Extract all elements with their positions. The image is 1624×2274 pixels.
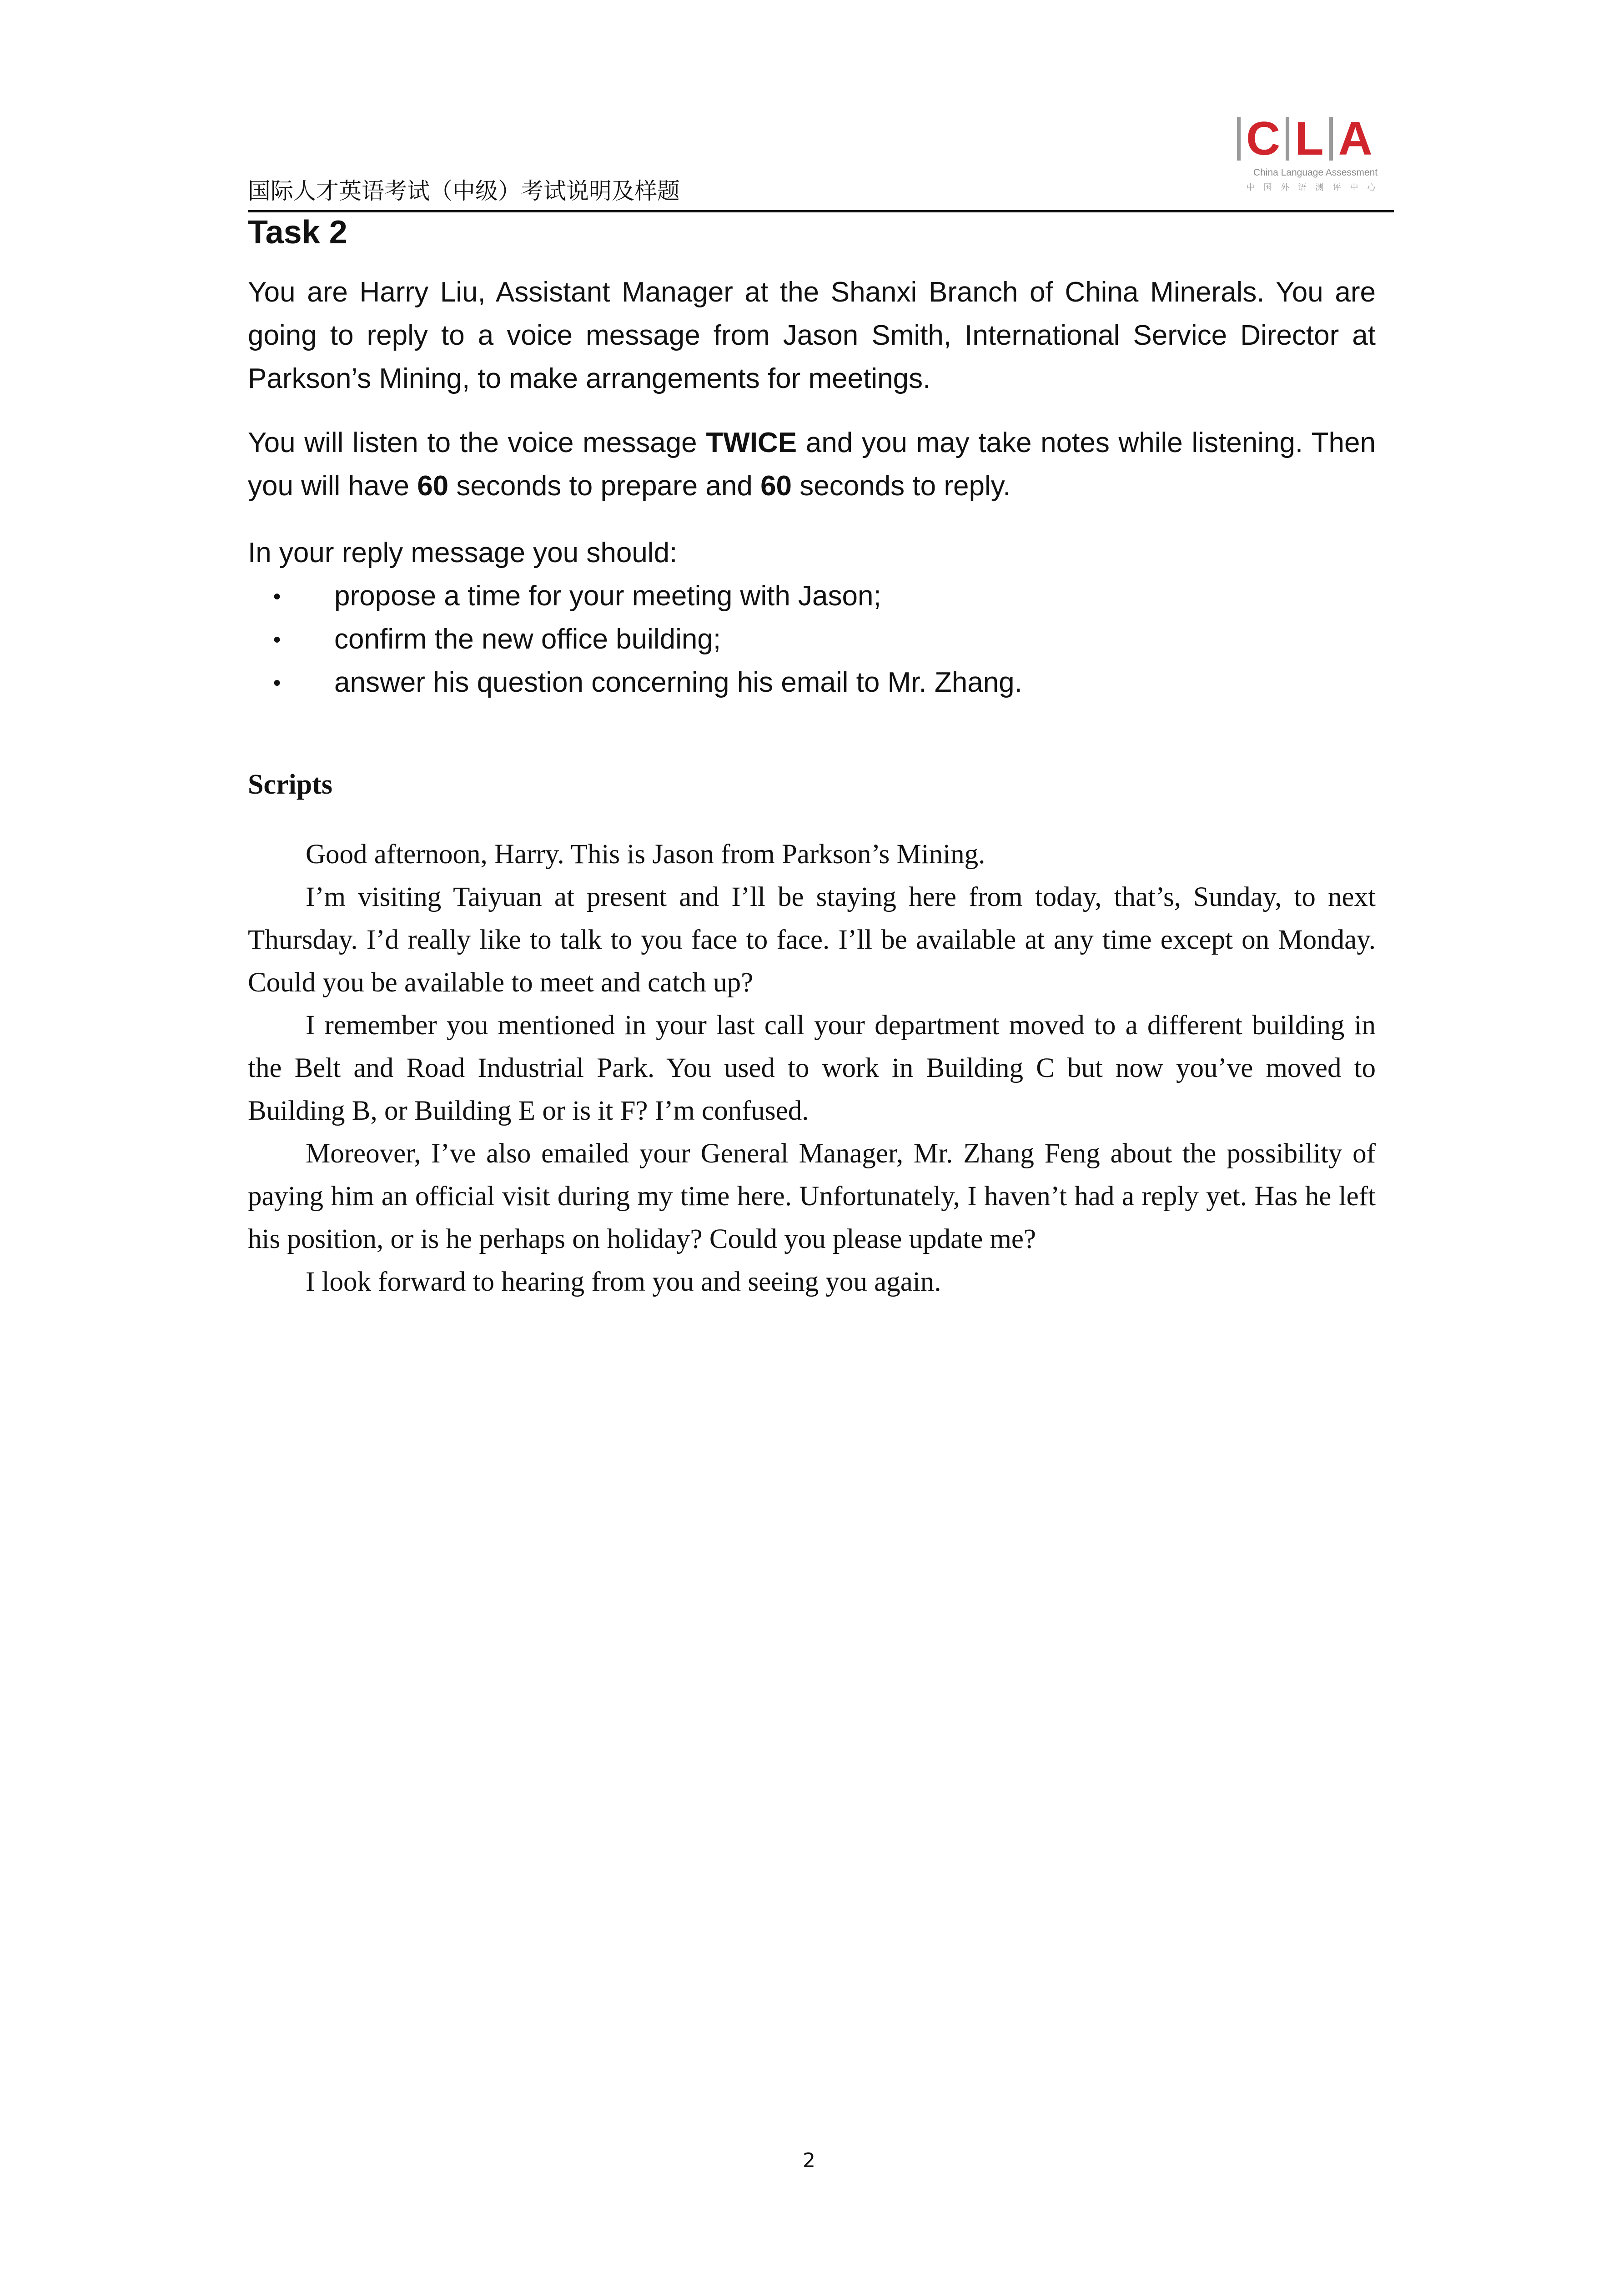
list-item: ● answer his question concerning his email to Mr. Zhang. — [248, 661, 1376, 704]
task-instruction — [248, 421, 1376, 508]
instruction-text: and you may take notes while listening. Then you will have — [248, 427, 1376, 502]
task-intro: You are Harry Liu, Assistant Manager at the Shanxi Branch of China Minerals. You are going to reply to a voice message from Jason Smith, International Service Director at Parkson’s Mining, to make arrangements for meetings. — [248, 277, 1376, 394]
logo-divider — [1329, 117, 1333, 161]
script-paragraph: I remember you mentioned in your last call your department moved to a different building in the Belt and Road Industrial Park. You used to work in Building C but now you’ve moved to Building B, or Building E or is it F? I’m confused. — [248, 1010, 1376, 1126]
instruction-emphasis-twice: TWICE — [706, 427, 797, 458]
instruction-text: You will listen to the voice message — [248, 427, 706, 458]
instruction-emphasis-prepare-time: 60 — [417, 470, 449, 502]
logo-letters — [1237, 114, 1394, 164]
reply-requirements-list — [248, 574, 1376, 704]
header-title: 国际人才英语考试（中级）考试说明及样题 — [248, 178, 680, 204]
instruction-text: seconds to reply. — [792, 470, 1011, 502]
task-heading: Task 2 — [248, 214, 347, 251]
script-paragraph: Good afternoon, Harry. This is Jason from Parkson’s Mining. — [306, 839, 985, 870]
instruction-text: seconds to prepare and — [448, 470, 761, 502]
logo-divider — [1237, 117, 1241, 161]
script-paragraph: I’m visiting Taiyuan at present and I’ll be staying here from today, that’s, Sunday, to next Thursday. I’d really like to talk to you face to face. I’ll be available at any time except on Monday. Could you be available to meet and catch up? — [248, 882, 1376, 998]
page-number: 2 — [803, 2149, 815, 2172]
logo-subtitle: China Language Assessment — [1253, 167, 1378, 178]
logo-letter-l: L — [1295, 112, 1324, 165]
header-divider — [248, 210, 1394, 212]
logo-letter-a: A — [1338, 112, 1373, 165]
list-item: ● propose a time for your meeting with Jason; — [248, 574, 1376, 618]
script-paragraph: I look forward to hearing from you and seeing you again. — [306, 1267, 941, 1297]
list-item: ● confirm the new office building; — [248, 618, 1376, 661]
logo-divider — [1286, 117, 1289, 161]
instruction-emphasis-reply-time: 60 — [760, 470, 792, 502]
logo-letter-c: C — [1246, 112, 1281, 165]
reply-lead: In your reply message you should: — [248, 537, 678, 568]
cla-logo — [1237, 114, 1394, 200]
script-paragraph: Moreover, I’ve also emailed your General Manager, Mr. Zhang Feng about the possibility of paying him an official visit during my time here. Unfortunately, I haven’t had a reply yet. Has he left his position, or is he perhaps on holiday? Could you please update me? — [248, 1138, 1376, 1254]
logo-subtitle-cn: 中国外语测评中心 — [1246, 183, 1385, 192]
scripts-heading: Scripts — [248, 769, 332, 800]
